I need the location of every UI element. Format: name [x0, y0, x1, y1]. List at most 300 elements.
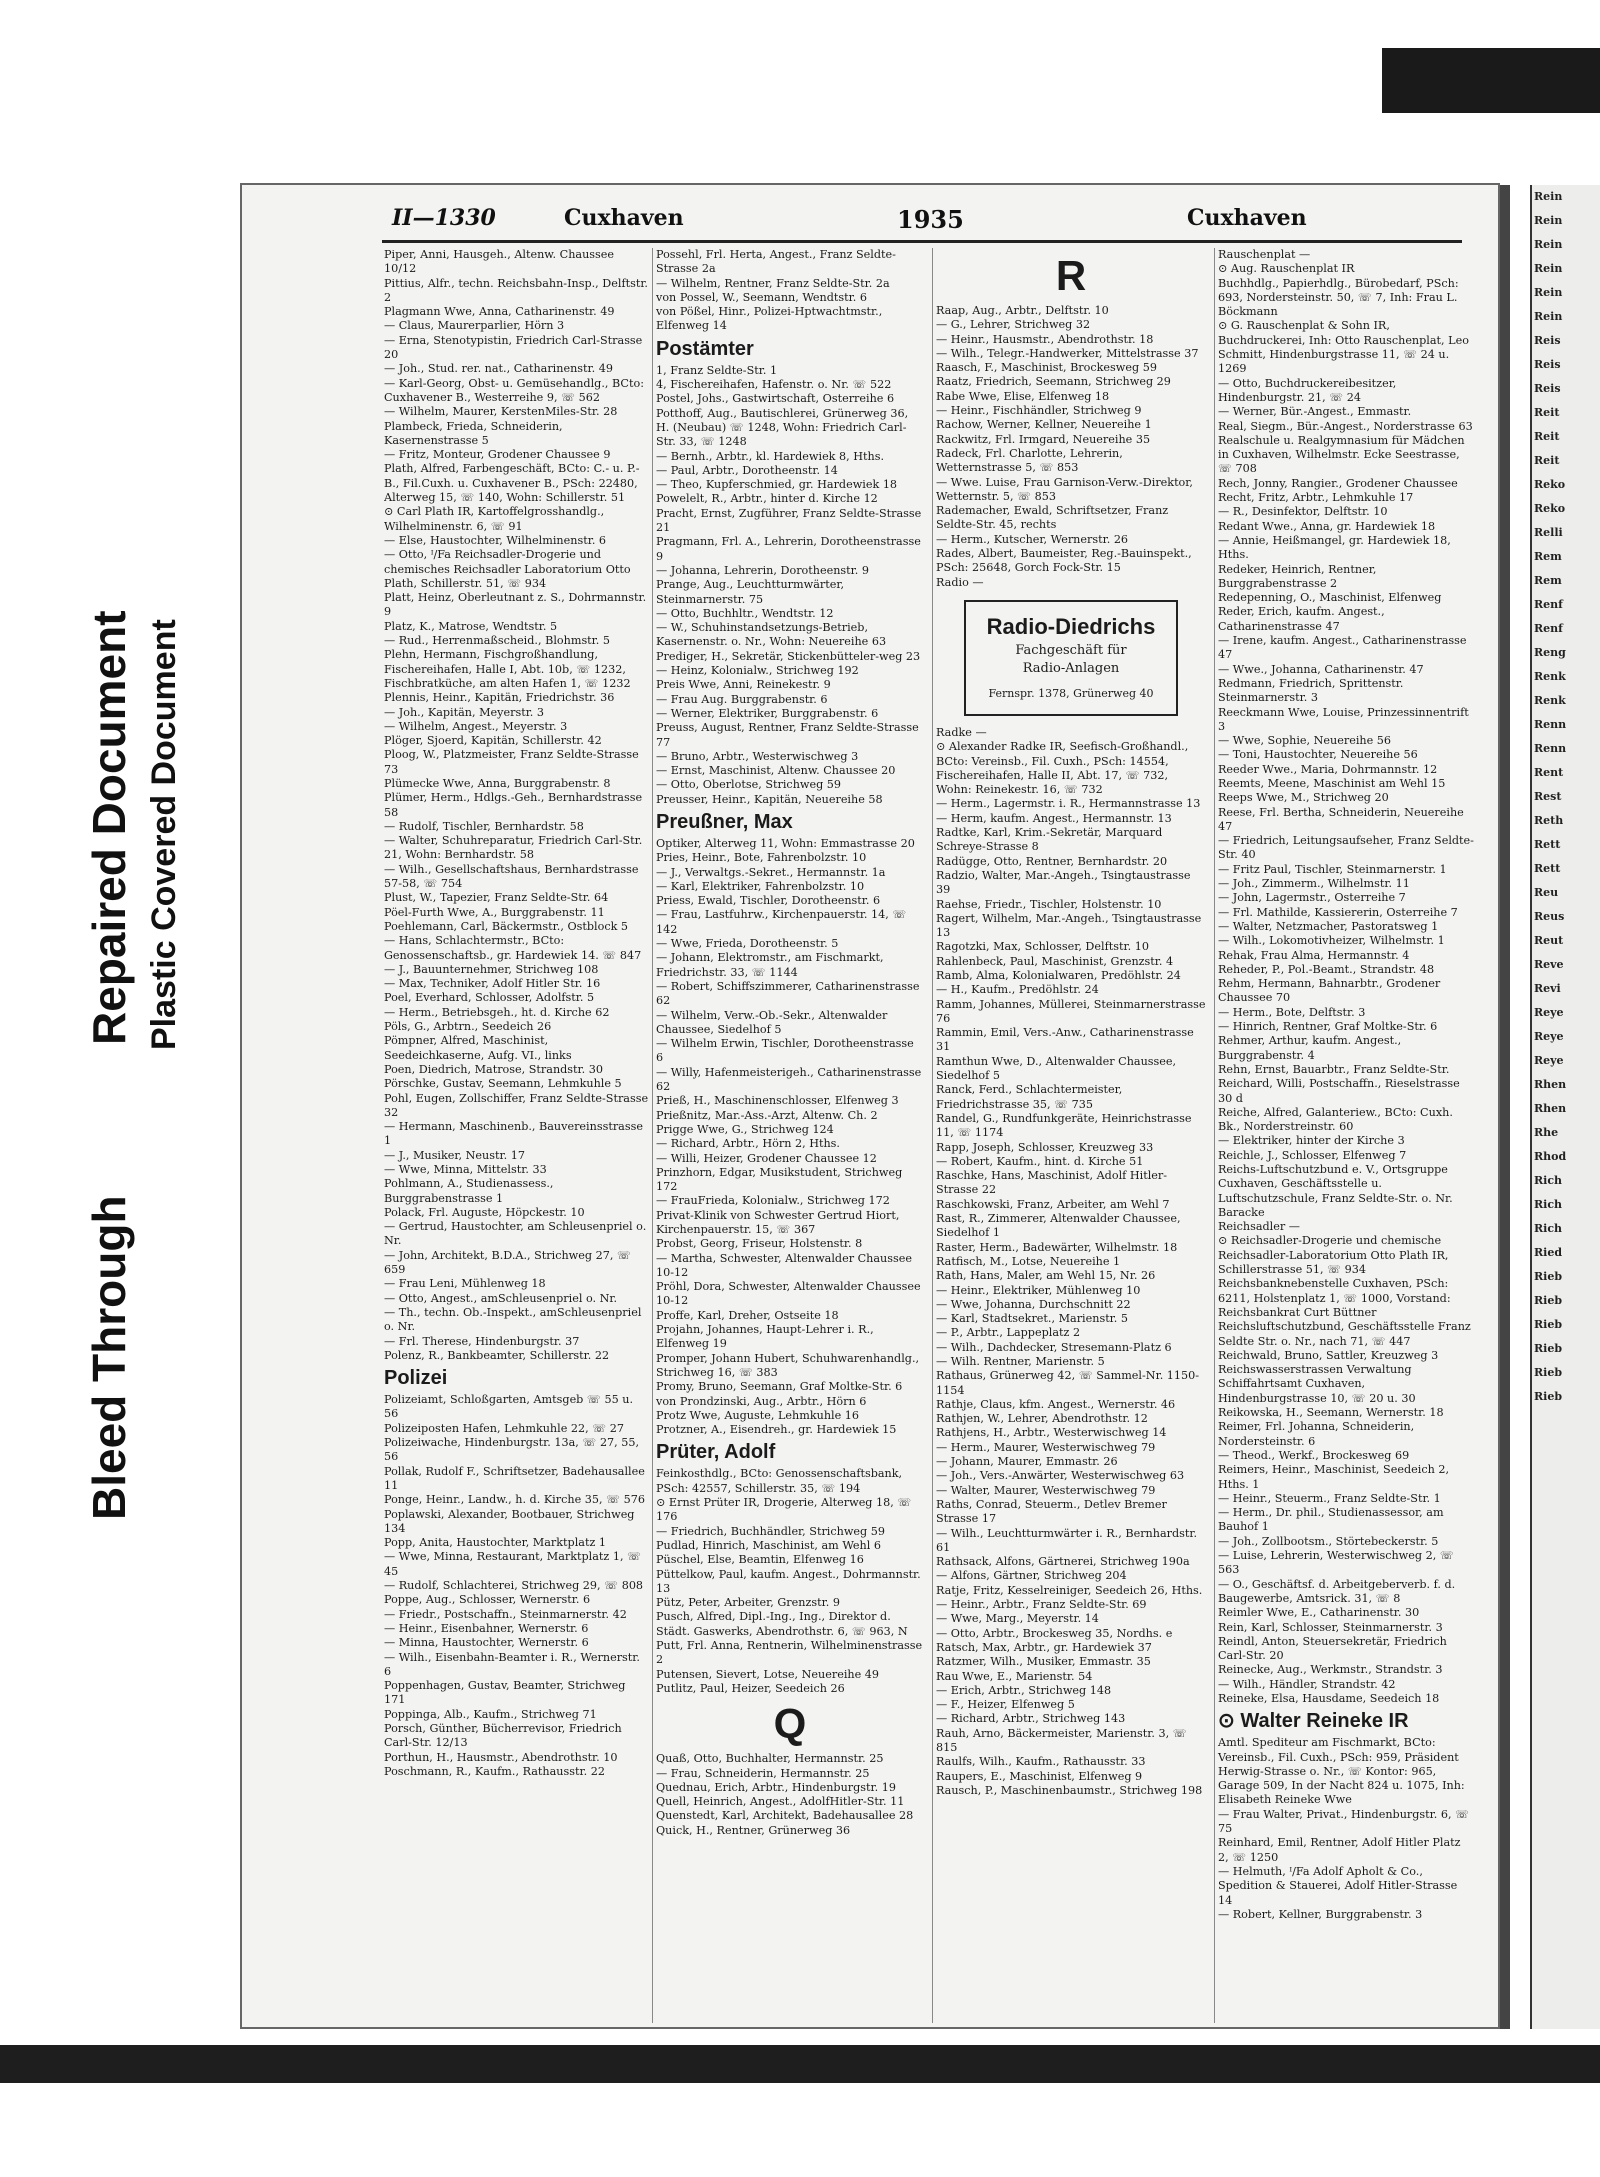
list-item: Reichard, Willi, Postschaffn., Rieselstrasse 30 d [1218, 1077, 1460, 1105]
list-item: — Joh., Stud. rer. nat., Catharinenstr. 49 [384, 362, 613, 376]
list-item: ⊙ Ernst Prüter IR, Drogerie, Alterweg 18, ☏ 176 [656, 1496, 912, 1524]
list-item: Rau Wwe, E., Marienstr. 54 [936, 1669, 1093, 1683]
heading-prueter: Prüter, Adolf [656, 1441, 776, 1464]
list-item: — F., Heizer, Elfenweg 5 [936, 1698, 1075, 1712]
entry-list [656, 1752, 924, 1838]
list-item: Redeker, Heinrich, Rentner, Burggrabenstrasse 2 [1218, 562, 1377, 590]
list-item: Reichle, J., Schlosser, Elfenweg 7 [1218, 1148, 1407, 1162]
list-item: Polack, Frl. Auguste, Höpckestr. 10 [384, 1205, 585, 1219]
list-item: Projahn, Johannes, Haupt-Lehrer i. R., Elfenweg 19 [656, 1323, 874, 1351]
list-item: Reu [1534, 886, 1559, 899]
list-item: Pütz, Peter, Arbeiter, Grenzstr. 9 [656, 1596, 840, 1610]
list-item: — FrauFrieda, Kolonialw., Strichweg 172 [656, 1194, 890, 1208]
entry-list [656, 1467, 924, 1696]
list-item: Radzio, Walter, Mar.-Angeh., Tsingtaustrasse 39 [936, 868, 1191, 897]
list-item: — Johann, Elektromstr., am Fischmarkt, Friedrichstr. 33, ☏ 1144 [656, 951, 884, 979]
list-item: Rathje, Claus, kfm. Angest., Wernerstr. 46 [936, 1397, 1176, 1411]
list-item: — Hans, Schlachtermstr., BCto: Genossenschaftsb., gr. Hardewiek 14. ☏ 847 [384, 934, 642, 962]
list-item: Rieb [1534, 1390, 1563, 1403]
list-item: — Walter, Maurer, Westerwischweg 79 [936, 1483, 1156, 1497]
list-item: Probst, Georg, Friseur, Holstenstr. 8 [656, 1237, 863, 1251]
list-item: Polizeiamt, Schloßgarten, Amtsgeb ☏ 55 u. 56 [384, 1393, 634, 1421]
list-item: Rathsack, Alfons, Gärtnerei, Strichweg 190a [936, 1555, 1190, 1569]
list-item: Reikowska, H., Seemann, Wernerstr. 18 [1218, 1406, 1444, 1420]
page-number: II—1330 [392, 205, 496, 231]
list-item: — Elektriker, hinter der Kirche 3 [1218, 1134, 1405, 1148]
list-item: — Willi, Heizer, Grodener Chaussee 12 [656, 1151, 877, 1165]
list-item: Rein [1534, 238, 1563, 251]
list-item: Ratzmer, Wilh., Musiker, Emmastr. 35 [936, 1655, 1151, 1669]
list-item: Privat-Klinik von Schwester Gertrud Hiort, Kirchenpauerstr. 15, ☏ 367 [656, 1208, 900, 1236]
list-item: — Herm., Lagermstr. i. R., Hermannstrasse 13 [936, 797, 1201, 811]
list-item: Renn [1534, 742, 1567, 755]
list-item: Revi [1534, 982, 1561, 995]
list-item: — Wwe, Johanna, Durchschnitt 22 [936, 1297, 1131, 1311]
list-item: Rieb [1534, 1366, 1563, 1379]
list-item: Ramthun Wwe, D., Altenwalder Chaussee, Siedelhof 5 [936, 1054, 1177, 1083]
list-item: Plust, W., Tapezier, Franz Seldte-Str. 64 [384, 891, 609, 905]
list-item: Redmann, Friedrich, Sprittenstr. Steinmarnerstr. 3 [1218, 676, 1404, 705]
list-item: — Herm., Bote, Delftstr. 3 [1218, 1005, 1366, 1019]
list-item: Plümecke Wwe, Anna, Burggrabenstr. 8 [384, 776, 611, 790]
list-item: Rathjen, W., Lehrer, Abendrothstr. 12 [936, 1412, 1148, 1426]
column-4 [1214, 248, 1474, 2023]
list-item: Quick, H., Rentner, Grünerweg 36 [656, 1823, 851, 1837]
list-item: — Wilh., Telegr.-Handwerker, Mittelstrasse 37 [936, 346, 1199, 360]
page-header [392, 203, 1502, 243]
list-item: Rast, R., Zimmerer, Altenwalder Chaussee, Siedelhof 1 [936, 1212, 1181, 1240]
list-item: — Robert, Kaufm., hint. d. Kirche 51 [936, 1154, 1144, 1168]
list-item: Ratje, Fritz, Kesselreiniger, Seedeich 26, Hths. [936, 1583, 1203, 1597]
list-item: Ramm, Johannes, Müllerei, Steinmarnerstrasse 76 [936, 997, 1206, 1025]
list-item: Possehl, Frl. Herta, Angest., Franz Seldte-Strasse 2a [656, 248, 896, 276]
list-item: Rieb [1534, 1294, 1563, 1307]
ad-footer: Fernspr. 1378, Grünerweg 40 [988, 686, 1154, 700]
list-item: Reheder, P., Pol.-Beamt., Strandstr. 48 [1218, 962, 1435, 976]
list-item: — Frl. Mathilde, Kassiererin, Osterreihe 7 [1218, 905, 1458, 919]
list-item: Reichsluftschutzbund, Geschäftsstelle Franz Seldte Str. o. Nr., nach 71, ☏ 447 [1218, 1320, 1471, 1348]
list-item: Poel, Everhard, Schlosser, Adolfstr. 5 [384, 991, 595, 1005]
list-item: — Heinr., Steuerm., Franz Seldte-Str. 1 [1218, 1491, 1441, 1505]
list-item: Pöel-Furth Wwe, A., Burggrabenstr. 11 [384, 905, 605, 919]
list-item: Radio — [936, 575, 984, 589]
list-item: — Heinr., Hausmstr., Abendrothstr. 18 [936, 332, 1154, 346]
list-item: — J., Bauunternehmer, Strichweg 108 [384, 962, 599, 976]
list-item: Renk [1534, 694, 1566, 707]
list-item: Platz, K., Matrose, Wendtstr. 5 [384, 619, 558, 633]
section-heading-polizei: Polizei [384, 1367, 448, 1390]
list-item: Reng [1534, 646, 1566, 659]
list-item: — Bruno, Arbtr., Westerwischweg 3 [656, 749, 859, 763]
list-item: — Wilh., Eisenbahn-Beamter i. R., Wernerstr. 6 [384, 1650, 640, 1678]
list-item: Rich [1534, 1222, 1563, 1235]
repaired-document-label: Repaired Document [83, 610, 135, 1045]
list-item: Reeder Wwe., Maria, Dohrmannstr. 12 [1218, 762, 1438, 776]
list-item: Redepenning, O., Maschinist, Elfenweg [1218, 591, 1442, 605]
list-item: Poppenhagen, Gustav, Beamter, Strichweg 171 [384, 1679, 626, 1707]
list-item: 1, Franz Seldte-Str. 1 [656, 363, 778, 377]
list-item: — Bernh., Arbtr., kl. Hardewiek 8, Hths. [656, 449, 885, 463]
list-item: — John, Architekt, B.D.A., Strichweg 27, ☏ 659 [384, 1248, 631, 1277]
list-item: — W., Schuhinstandsetzungs-Betrieb, Kasernenstr. o. Nr., Wohn: Neuereihe 63 [656, 621, 887, 649]
list-item: — Ernst, Maschinist, Altenw. Chaussee 20 [656, 764, 896, 778]
list-item: Reye [1534, 1054, 1564, 1067]
list-item: — Joh., Zimmerm., Wilhelmstr. 11 [1218, 877, 1410, 891]
page-gutter [1500, 185, 1510, 2029]
list-item: Reve [1534, 958, 1564, 971]
list-item: — Robert, Schiffszimmerer, Catharinenstrasse 62 [656, 979, 920, 1008]
list-item: Pragmann, Frl. A., Lehrerin, Dorotheenstrasse 9 [656, 535, 921, 563]
list-item: — Wwe, Minna, Mittelstr. 33 [384, 1163, 547, 1176]
list-item: — Werner, Elektriker, Burggrabenstr. 6 [656, 706, 879, 720]
list-item: Pöls, G., Arbtrn., Seedeich 26 [384, 1020, 552, 1034]
list-item: — Rudolf, Tischler, Bernhardstr. 58 [384, 819, 584, 833]
list-item: Radügge, Otto, Rentner, Bernhardstr. 20 [936, 854, 1168, 868]
list-item: Rich [1534, 1174, 1563, 1187]
list-item: — Otto, Arbtr., Brockesweg 35, Nordhs. e [936, 1626, 1173, 1640]
list-item: Rich [1534, 1198, 1563, 1211]
list-item: Prinzhorn, Edgar, Musikstudent, Strichweg 172 [656, 1165, 903, 1194]
list-item: — Frau Aug. Burggrabenstr. 6 [656, 692, 828, 706]
list-item: Prießnitz, Mar.-Ass.-Arzt, Altenw. Ch. 2 [656, 1108, 878, 1122]
list-item: Potthoff, Aug., Bautischlerei, Grünerweg 36, H. (Neubau) ☏ 1248, Wohn: Friedrich Carl-Str. 33, ☏ 1248 [656, 406, 909, 449]
list-item: — Wilh., Leuchtturmwärter i. R., Bernhardstr. 61 [936, 1526, 1198, 1554]
list-item: Rein, Karl, Schlosser, Steinmarnerstr. 3 [1218, 1620, 1443, 1634]
list-item: Porsch, Günther, Bücherrevisor, Friedrich Carl-Str. 12/13 [384, 1721, 622, 1750]
list-item: Real, Siegm., Bür.-Angest., Norderstrasse 63 [1218, 419, 1473, 433]
list-item: — Wilh. Rentner, Marienstr. 5 [936, 1355, 1105, 1368]
list-item: Reichsbanknebenstelle Cuxhaven, PSch: 6211, Holstenplatz 1, ☏ 1000, Vorstand: Reichsbankrat Curt Büttner [1218, 1277, 1451, 1319]
list-item: Rhen [1534, 1102, 1567, 1115]
list-item: Protz Wwe, Auguste, Lehmkuhle 16 [656, 1408, 860, 1422]
list-item: — Otto, ᴵ/Fa Reichsadler-Drogerie und chemisches Reichsadler Laboratorium Otto Plath, Schillerstr. 51, ☏ 934 [384, 548, 631, 590]
list-item: Ratsch, Max, Arbtr., gr. Hardewiek 37 [936, 1640, 1152, 1654]
list-item: Rathaus, Grünerweg 42, ☏ Sammel-Nr. 1150-1154 [936, 1369, 1200, 1397]
list-item: Reko [1534, 502, 1566, 515]
list-item: — Frau Walter, Privat., Hindenburgstr. 6, ☏ 75 [1218, 1807, 1470, 1836]
list-item: Rehak, Frau Alma, Hermannstr. 4 [1218, 948, 1410, 962]
list-item: — Claus, Maurerparlier, Hörn 3 [384, 319, 565, 333]
list-item: Rieb [1534, 1318, 1563, 1331]
list-item: Reinhard, Emil, Rentner, Adolf Hitler Platz 2, ☏ 1250 [1218, 1836, 1461, 1864]
list-item: — Theo, Kupferschmied, gr. Hardewiek 18 [656, 478, 898, 492]
list-item: — Friedrich, Buchhändler, Strichweg 59 [656, 1524, 885, 1538]
list-item: 4, Fischereihafen, Hafenstr. o. Nr. ☏ 522 [656, 378, 892, 392]
list-item: Platt, Heinz, Oberleutnant z. S., Dohrmannstr. 9 [384, 591, 647, 619]
list-item: — Else, Haustochter, Wilhelminenstr. 6 [384, 533, 607, 547]
entry-list [384, 1393, 649, 1779]
list-item: — Paul, Arbtr., Dorotheenstr. 14 [656, 463, 838, 477]
list-item: Pudlad, Hinrich, Maschinist, am Wehl 6 [656, 1538, 882, 1552]
list-item: Reus [1534, 910, 1565, 923]
list-item: — Karl-Georg, Obst- u. Gemüsehandlg., BCto: Cuxhavener B., Westerreihe 9, ☏ 562 [384, 376, 644, 404]
list-item: Reichsadler — [1218, 1220, 1300, 1234]
list-item: — Wwe, Sophie, Neuereihe 56 [1218, 734, 1392, 748]
list-item: Reimers, Heinr., Maschinist, Seedeich 2, Hths. 1 [1218, 1463, 1450, 1491]
list-item: Poschmann, R., Kaufm., Rathausstr. 22 [384, 1764, 605, 1778]
radio-diedrichs-ad [964, 600, 1178, 716]
list-item: Raupers, E., Maschinist, Elfenweg 9 [936, 1769, 1143, 1783]
list-item: — R., Desinfektor, Delftstr. 10 [1218, 505, 1388, 519]
list-item: — Heinr., Fischhändler, Strichweg 9 [936, 404, 1142, 418]
list-item: — Hinrich, Rentner, Graf Moltke-Str. 6 [1218, 1020, 1438, 1034]
list-item: — Heinr., Elektriker, Mühlenweg 10 [936, 1283, 1141, 1297]
list-item: Rhod [1534, 1150, 1567, 1163]
list-item: — Otto, Oberlotse, Strichweg 59 [656, 778, 842, 792]
list-item: — Herm, kaufm. Angest., Hermannstr. 13 [936, 811, 1172, 825]
list-item: — G., Lehrer, Strichweg 32 [936, 318, 1091, 332]
section-heading-postaemter: Postämter [656, 337, 754, 360]
list-item: — Karl, Elektriker, Fahrenbolzstr. 10 [656, 879, 865, 893]
list-item: — Walter, Schuhreparatur, Friedrich Carl-Str. 21, Wohn: Bernhardstr. 58 [384, 834, 643, 862]
list-item: — Richard, Arbtr., Hörn 2, Hths. [656, 1137, 840, 1151]
city-right: Cuxhaven [1187, 205, 1307, 231]
entry-list [1218, 1736, 1474, 1922]
list-item: von Prondzinski, Aug., Arbtr., Hörn 6 [656, 1394, 867, 1408]
list-item: Polizeiwache, Hindenburgstr. 13a, ☏ 27, 55, 56 [384, 1436, 640, 1464]
list-item: Poplawski, Alexander, Bootbauer, Strichweg 134 [384, 1507, 635, 1535]
list-item: — O., Geschäftsf. d. Arbeitgeberverb. f. d. Baugewerbe, Amtsrick. 31, ☏ 8 [1218, 1577, 1456, 1605]
list-item: Raap, Aug., Arbtr., Delftstr. 10 [936, 304, 1109, 317]
letter-heading-r: R [1055, 252, 1087, 299]
list-item: Rehm, Hermann, Bahnarbtr., Grodener Chaussee 70 [1218, 977, 1441, 1005]
list-item: — Helmuth, ᴵ/Fa Adolf Apholt & Co., Spedition & Stauerei, Adolf Hitler-Strasse 14 [1218, 1864, 1458, 1907]
list-item: Poppinga, Alb., Kaufm., Strichweg 71 [384, 1707, 597, 1721]
list-item: Raehse, Friedr., Tischler, Holstenstr. 10 [936, 897, 1162, 911]
list-item: Reichs-Luftschutzbund e. V., Ortsgruppe Cuxhaven, Geschäftsstelle u. Luftschutzschule, Franz Seldte-Str. o. Nr. Baracke [1218, 1163, 1453, 1219]
list-item: ⊙ Aug. Rauschenplat IR [1218, 262, 1355, 276]
list-item: Renf [1534, 598, 1563, 611]
list-item: — Joh., Vers.-Anwärter, Westerwischweg 63 [936, 1469, 1185, 1483]
list-item: Plöger, Sjoerd, Kapitän, Schillerstr. 42 [384, 734, 602, 748]
column-2 [652, 248, 924, 2023]
list-item: Preuss, August, Rentner, Franz Seldte-Strasse 77 [656, 721, 919, 749]
list-item: Postel, Johs., Gastwirtschaft, Osterreihe 6 [656, 392, 895, 406]
entry-list [936, 726, 1206, 1798]
list-item: Püschel, Else, Beamtin, Elfenweg 16 [656, 1553, 864, 1567]
list-item: Raulfs, Wilh., Kaufm., Rathausstr. 33 [936, 1755, 1146, 1769]
scan-edge-bar [1382, 48, 1600, 113]
heading-walter-reineke: ⊙ Walter Reineke IR [1218, 1710, 1409, 1733]
list-item: — Otto, Angest., amSchleusenpriel o. Nr. [384, 1291, 618, 1305]
list-item: Reko [1534, 478, 1566, 491]
list-item: — Erna, Stenotypistin, Friedrich Carl-Strasse 20 [384, 333, 643, 362]
list-item: Ploog, W., Platzmeister, Franz Seldte-Strasse 73 [384, 748, 639, 776]
list-item: — Wilhelm, Rentner, Franz Seldte-Str. 2a [656, 276, 890, 290]
list-item: — Wilhelm, Maurer, KerstenMiles-Str. 28 [384, 405, 618, 419]
list-item: Rhe [1534, 1126, 1559, 1139]
list-item: Rein [1534, 214, 1563, 227]
list-item: — Herm., Dr. phil., Studienassessor, am Bauhof 1 [1218, 1506, 1444, 1534]
list-item: — Otto, Buchhltr., Wendtstr. 12 [656, 606, 834, 620]
list-item: Plennis, Heinr., Kapitän, Friedrichstr. 36 [384, 691, 615, 705]
list-item: Proffe, Karl, Dreher, Ostseite 18 [656, 1308, 839, 1322]
list-item: — Richard, Arbtr., Strichweg 143 [936, 1712, 1126, 1726]
letter-heading-q: Q [773, 1700, 807, 1748]
list-item: Redant Wwe., Anna, gr. Hardewiek 18 [1218, 519, 1436, 533]
list-item: Recht, Fritz, Arbtr., Lehmkuhle 17 [1218, 491, 1414, 505]
list-item: Rackwitz, Frl. Irmgard, Neuereihe 35 [936, 432, 1151, 446]
list-item: Polenz, R., Bankbeamter, Schillerstr. 22 [384, 1348, 610, 1362]
entry-list [656, 248, 924, 334]
list-item: Reiche, Alfred, Galanteriew., BCto: Cuxh. Bk., Norderstreinstr. 60 [1218, 1105, 1453, 1134]
list-item: — Gertrud, Haustochter, am Schleusenpriel o. Nr. [384, 1220, 647, 1248]
list-item: Rath, Hans, Maler, am Wehl 15, Nr. 26 [936, 1269, 1156, 1283]
list-item: — Robert, Kellner, Burggrabenstr. 3 [1218, 1907, 1423, 1921]
list-item: — Willy, Hafenmeisterigeh., Catharinenstrasse 62 [656, 1065, 922, 1094]
list-item: — Werner, Bür.-Angest., Emmastr. [1218, 405, 1412, 419]
list-item: Priess, Ewald, Tischler, Dorotheenstr. 6 [656, 894, 881, 908]
list-item: — Wwe, Marg., Meyerstr. 14 [936, 1612, 1099, 1626]
list-item: Buchhdlg., Papierhdlg., Bürobedarf, PSch: 693, Nordersteinstr. 50, ☏ 7, Inh: Frau L. Böckmann [1218, 276, 1459, 319]
list-item: — Frl. Therese, Hindenburgstr. 37 [384, 1334, 580, 1348]
list-item: — Erich, Arbtr., Strichweg 148 [936, 1683, 1112, 1697]
list-item: Rademacher, Ewald, Schriftsetzer, Franz Seldte-Str. 45, rechts [936, 504, 1169, 532]
list-item: — H., Kaufm., Predöhlstr. 24 [936, 983, 1099, 997]
list-item: — Wilhelm Erwin, Tischler, Dorotheenstrasse 6 [656, 1037, 914, 1065]
list-item: Rehn, Ernst, Bauarbtr., Franz Seldte-Str. [1218, 1062, 1450, 1076]
list-item: Rein [1534, 190, 1563, 203]
list-item: Prigge Wwe, G., Strichweg 124 [656, 1122, 834, 1136]
list-item: Pröhl, Dora, Schwester, Altenwalder Chaussee 10-12 [656, 1280, 921, 1308]
bleed-through-label: Bleed Through [83, 1195, 135, 1520]
list-item: — Wilh., Händler, Strandstr. 42 [1218, 1677, 1396, 1691]
list-item: Reimler Wwe, E., Catharinenstr. 30 [1218, 1606, 1420, 1620]
list-item: Reemts, Meene, Maschinist am Wehl 15 [1218, 776, 1446, 790]
list-item: — J., Verwaltgs.-Sekret., Hermannstr. 1a [656, 865, 886, 879]
list-item: Rieb [1534, 1342, 1563, 1355]
list-item: — Otto, Buchdruckereibesitzer, Hindenburgstr. 21, ☏ 24 [1218, 376, 1397, 404]
list-item: Raster, Herm., Badewärter, Wilhelmstr. 18 [936, 1240, 1178, 1254]
list-item: Amtl. Spediteur am Fischmarkt, BCto: Vereinsb., Fil. Cuxh., PSch: 959, Präsident Herwig-Strasse o. Nr., ☏ Kontor: 965, Garage 509, In der Nacht 824 u. 1075, Inh: Elisabeth Reineke Wwe [1218, 1736, 1465, 1807]
list-item: — Heinr., Eisenbahner, Wernerstr. 6 [384, 1621, 589, 1635]
list-item: Promy, Bruno, Seemann, Graf Moltke-Str. 6 [656, 1380, 903, 1394]
list-item: Prediger, H., Sekretär, Stickenbütteler-weg 23 [656, 649, 921, 663]
list-item: — Herm., Kutscher, Wernerstr. 26 [936, 532, 1129, 546]
list-item: Pries, Heinr., Bote, Fahrenbolzstr. 10 [656, 851, 867, 865]
list-item: Plümer, Herm., Hdlgs.-Geh., Bernhardstrasse 58 [384, 791, 643, 819]
list-item: — Max, Techniker, Adolf Hitler Str. 16 [384, 977, 601, 991]
list-item: Rein [1534, 286, 1563, 299]
list-item: Quell, Heinrich, Angest., AdolfHitler-Str. 11 [656, 1795, 905, 1809]
list-item: Rathjens, H., Arbtr., Westerwischweg 14 [936, 1426, 1167, 1440]
list-item: Radeck, Frl. Charlotte, Lehrerin, Wetternstrasse 5, ☏ 853 [936, 446, 1123, 475]
list-item: von Pößel, Hinr., Polizei-Hptwachtmstr., Elfenweg 14 [656, 305, 883, 333]
list-item: Realschule u. Realgymnasium für Mädchen in Cuxhaven, Wilhelmstr. Ecke Seestrasse, ☏ 708 [1218, 433, 1465, 476]
list-item: Pittius, Alfr., techn. Reichsbahn-Insp., Delftstr. 2 [384, 276, 648, 304]
list-item: Pollak, Rudolf F., Schriftsetzer, Badehausallee 11 [384, 1464, 645, 1492]
list-item: Raschkowski, Franz, Arbeiter, am Wehl 7 [936, 1197, 1170, 1211]
list-item: — Herm., Betriebsgeh., ht. d. Kirche 62 [384, 1005, 610, 1019]
list-item: Putt, Frl. Anna, Rentnerin, Wilhelminenstrasse 2 [656, 1639, 923, 1667]
list-item: — Frau Leni, Mühlenweg 18 [384, 1277, 546, 1291]
list-item: — Wilh., Lokomotivheizer, Wilhelmstr. 1 [1218, 934, 1445, 948]
list-item: Rem [1534, 574, 1562, 587]
list-item: Randel, G., Rundfunkgeräte, Heinrichstrasse 11, ☏ 1174 [936, 1111, 1192, 1140]
list-item: Renf [1534, 622, 1563, 635]
entry-list [1218, 248, 1474, 1706]
list-item: Reit [1534, 430, 1560, 443]
list-item: — Rudolf, Schlachterei, Strichweg 29, ☏ 808 [384, 1579, 644, 1593]
list-item: Reye [1534, 1006, 1564, 1019]
scan-bottom-bar [0, 2045, 1600, 2083]
list-item: — Fritz Paul, Tischler, Steinmarnerstr. 1 [1218, 862, 1447, 876]
next-page-edge [1530, 185, 1600, 2029]
list-item: — Johann, Maurer, Emmastr. 26 [936, 1455, 1118, 1469]
list-item: Rapp, Joseph, Schlosser, Kreuzweg 33 [936, 1140, 1154, 1154]
list-item: Pohlmann, A., Studienassess., Burggrabenstrasse 1 [384, 1177, 554, 1205]
list-item: Rett [1534, 838, 1561, 851]
list-item: Rhen [1534, 1078, 1567, 1091]
list-item: — Wwe., Johanna, Catharinenstr. 47 [1218, 662, 1424, 676]
list-item: Raatz, Friedrich, Seemann, Strichweg 29 [936, 375, 1171, 389]
list-item: Reineke, Elsa, Hausdame, Seedeich 18 [1218, 1691, 1440, 1705]
list-item: Poen, Diedrich, Matrose, Strandstr. 30 [384, 1062, 604, 1076]
list-item: Reth [1534, 814, 1564, 827]
list-item: Popp, Anita, Haustochter, Marktplatz 1 [384, 1536, 607, 1550]
list-item: Pömpner, Alfred, Maschinist, Seedeichkaserne, Aufg. VI., links [384, 1034, 572, 1062]
list-item: — Hermann, Maschinenb., Bauvereinsstrasse 1 [384, 1120, 643, 1148]
list-item: — Toni, Haustochter, Neuereihe 56 [1218, 748, 1418, 762]
fragment-list [1534, 185, 1600, 1409]
list-item: Quednau, Erich, Arbtr., Hindenburgstr. 19 [656, 1780, 897, 1794]
list-item: Porthun, H., Hausmstr., Abendrothstr. 10 [384, 1750, 618, 1764]
list-item: Raths, Conrad, Steuerm., Detlev Bremer Strasse 17 [936, 1497, 1167, 1526]
list-item: — Johanna, Lehrerin, Dorotheenstr. 9 [656, 563, 870, 577]
list-item: — Th., techn. Ob.-Inspekt., amSchleusenpriel o. Nr. [384, 1305, 642, 1334]
list-item: — Frau, Lastfuhrw., Kirchenpauerstr. 14, ☏ 142 [656, 908, 907, 936]
list-item: ⊙ Alexander Radke IR, Seefisch-Großhandl., BCto: Vereinsb., Fil. Cuxh., PSch: 14554, Fischereihafen, Halle II, Abt. 17, ☏ 732, Wohn: Reinekestr. 16, ☏ 732 [936, 740, 1189, 797]
list-item: von Possel, W., Seemann, Wendtstr. 6 [656, 290, 867, 304]
list-item: Rades, Albert, Baumeister, Reg.-Bauinspekt., PSch: 25648, Gorch Fock-Str. 15 [936, 547, 1192, 575]
list-item: Reeckmann Wwe, Louise, Prinzessinnentrift 3 [1218, 705, 1469, 733]
list-item: Ratfisch, M., Lotse, Neuereihe 1 [936, 1254, 1121, 1268]
list-item: Rauh, Arno, Bäckermeister, Marienstr. 3, ☏ 815 [936, 1726, 1187, 1755]
list-item: Rest [1534, 790, 1562, 803]
list-item: Reut [1534, 934, 1564, 947]
list-item: — Wilhelm, Verw.-Ob.-Sekr., Altenwalder Chaussee, Siedelhof 5 [656, 1008, 888, 1036]
list-item: — J., Musiker, Neustr. 17 [384, 1148, 525, 1162]
list-item: Rehmer, Arthur, kaufm. Angest., Burggrabenstr. 4 [1218, 1034, 1402, 1062]
ad-title: Radio-Diedrichs [986, 613, 1156, 639]
list-item: Ranck, Ferd., Schlachtermeister, Friedrichstrasse 35, ☏ 735 [936, 1083, 1123, 1111]
list-item: Promper, Johann Hubert, Schuhwarenhandlg., Strichweg 16, ☏ 383 [656, 1351, 920, 1379]
list-item: — P., Arbtr., Lappeplatz 2 [936, 1326, 1081, 1340]
list-item: Putensen, Sievert, Lotse, Neuereihe 49 [656, 1667, 880, 1681]
list-item: Optiker, Alterweg 11, Wohn: Emmastrasse 20 [656, 836, 915, 850]
list-item: Pörschke, Gustav, Seemann, Lehmkuhle 5 [384, 1077, 622, 1091]
list-item: Radke — [936, 725, 987, 739]
list-item: — Rud., Herrenmaßscheid., Blohmstr. 5 [384, 634, 611, 648]
list-item: — Martha, Schwester, Altenwalder Chaussee 10-12 [656, 1251, 912, 1279]
entry-list [656, 837, 924, 1437]
list-item: Feinkosthdlg., BCto: Genossenschaftsbank, PSch: 42557, Schillerstr. 35, ☏ 194 [656, 1467, 903, 1495]
list-item: Ragotzki, Max, Schlosser, Delftstr. 10 [936, 940, 1149, 954]
list-item: Rein [1534, 310, 1563, 323]
column-3 [932, 248, 1206, 2023]
list-item: Prange, Aug., Leuchtturmwärter, Steinmarnerstr. 75 [656, 578, 845, 606]
list-item: — Wilh., Gesellschaftshaus, Bernhardstrasse 57-58, ☏ 754 [384, 862, 639, 891]
list-item: ⊙ Reichsadler-Drogerie und chemische Reichsadler-Laboratorium Otto Plath IR, Schillerstrasse 51, ☏ 934 [1218, 1234, 1449, 1277]
list-item: ⊙ G. Rauschenplat & Sohn IR, Buchdruckerei, Inh: Otto Rauschenplat, Leo Schmitt, Hindenburgstrasse 11, ☏ 24 u. 1269 [1218, 319, 1469, 376]
list-item: Renn [1534, 718, 1567, 731]
plastic-covered-label: Plastic Covered Document [145, 619, 183, 1050]
list-item: Rauschenplat — [1218, 248, 1311, 261]
header-rule [382, 240, 1462, 243]
list-item: Raschke, Hans, Maschinist, Adolf Hitler-Strasse 22 [936, 1169, 1168, 1197]
list-item: — Wwe, Frieda, Dorotheenstr. 5 [656, 937, 839, 951]
list-item: — Wilh., Dachdecker, Stresemann-Platz 6 [936, 1340, 1172, 1354]
